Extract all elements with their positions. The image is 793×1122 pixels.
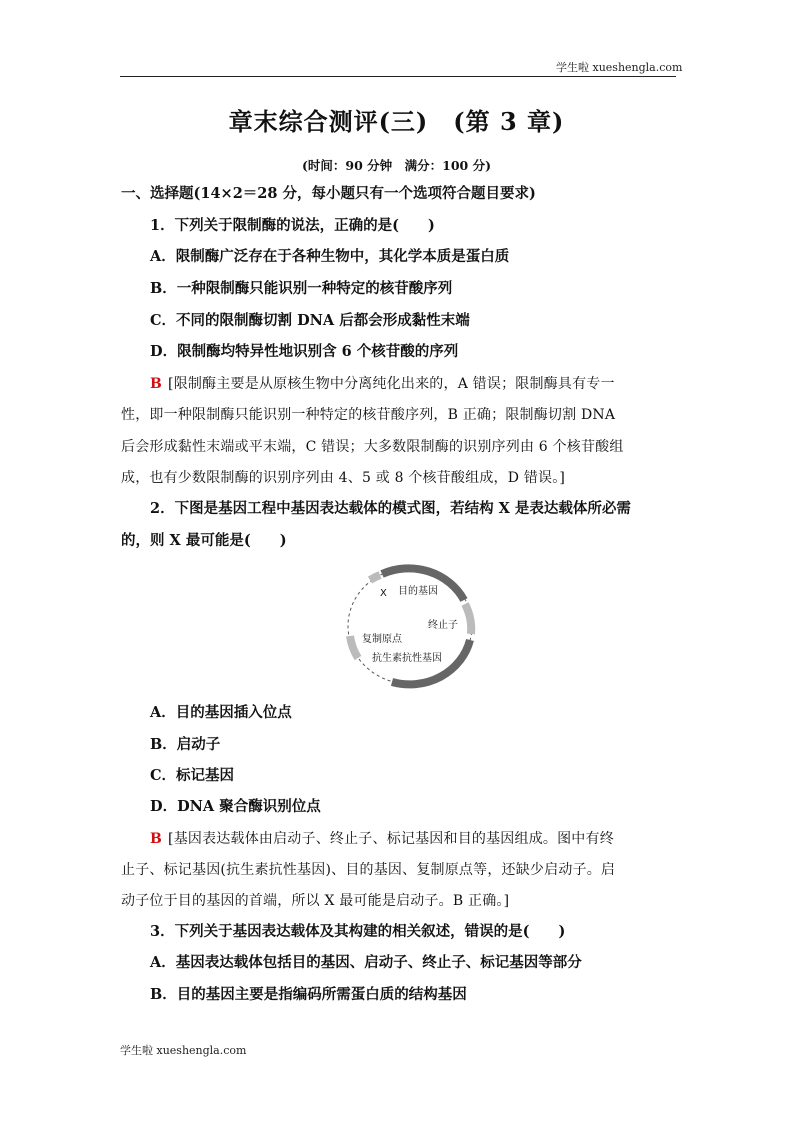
header-site: 学生啦 xueshengla.com <box>556 61 683 74</box>
q1-explanation-line: 性，即一种限制酶只能识别一种特定的核苷酸序列，B 正确；限制酶切割 DNA <box>121 407 616 423</box>
exam-info: (时间：90 分钟 满分：100 分) <box>301 158 492 173</box>
label-target-gene: 目的基因 <box>398 586 438 597</box>
q1-explanation-line: 成，也有少数限制酶的识别序列由 4、5 或 8 个核苷酸组成，D 错误。] <box>121 470 566 486</box>
label-origin: 复制原点 <box>362 634 402 645</box>
q1-explanation-line: [限制酶主要是从原核生物中分离纯化出来的，A 错误；限制酶具有专一 <box>168 376 615 392</box>
q1-answer <box>150 374 677 394</box>
plasmid-ring-svg <box>340 560 480 694</box>
q2-explanation-line: 动子位于目的基因的首端，所以 X 最可能是启动子。B 正确。] <box>121 893 510 909</box>
terminator-segment <box>465 604 471 634</box>
q2-stem: 的，则 X 最可能是( ) <box>121 532 287 549</box>
page-title: 章末综合测评(三) (第 3 章) <box>228 107 565 136</box>
header-rule <box>120 76 676 77</box>
q2-answer <box>150 829 677 849</box>
x-segment <box>370 575 380 580</box>
q2-option-a: A．目的基因插入位点 <box>150 704 292 721</box>
plasmid-diagram <box>340 560 480 694</box>
q3-option-a: A．基因表达载体包括目的基因、启动子、终止子、标记基因等部分 <box>150 954 582 971</box>
footer-site: 学生啦 xueshengla.com <box>120 1044 247 1057</box>
q1-option-b: B．一种限制酶只能识别一种特定的核苷酸序列 <box>150 280 453 297</box>
q2-stem: 2．下图是基因工程中基因表达载体的模式图，若结构 X 是表达载体所必需 <box>150 500 631 517</box>
q2-explanation-line: 止子、标记基因(抗生素抗性基因)、目的基因、复制原点等，还缺少启动子。启 <box>121 862 616 878</box>
q2-option-d: D．DNA 聚合酶识别位点 <box>150 798 321 815</box>
q1-option-d: D．限制酶均特异性地识别含 6 个核苷酸的序列 <box>150 343 459 360</box>
q1-stem: 1．下列关于限制酶的说法，正确的是( ) <box>150 217 435 234</box>
q2-explanation-line: [基因表达载体由启动子、终止子、标记基因和目的基因组成。图中有终 <box>168 831 614 847</box>
label-x: X <box>380 588 387 599</box>
label-resistance: 抗生素抗性基因 <box>372 653 442 664</box>
q1-option-c: C．不同的限制酶切割 DNA 后都会形成黏性末端 <box>150 312 470 329</box>
q2-option-b: B．启动子 <box>150 736 221 753</box>
label-terminator: 终止子 <box>428 620 458 631</box>
q2-option-c: C．标记基因 <box>150 767 235 784</box>
q1-explanation-line: 后会形成黏性末端或平末端，C 错误；大多数限制酶的识别序列由 6 个核苷酸组 <box>121 439 624 455</box>
q3-option-b: B．目的基因主要是指编码所需蛋白质的结构基因 <box>150 986 467 1003</box>
q1-answer-key: B <box>150 376 163 392</box>
q2-answer-key: B <box>150 831 163 847</box>
q1-option-a: A．限制酶广泛存在于各种生物中，其化学本质是蛋白质 <box>150 248 510 265</box>
section-heading: 一、选择题(14×2＝28 分，每小题只有一个选项符合题目要求) <box>121 185 536 202</box>
q3-stem: 3．下列关于基因表达载体及其构建的相关叙述，错误的是( ) <box>150 923 566 940</box>
origin-segment <box>350 636 358 658</box>
